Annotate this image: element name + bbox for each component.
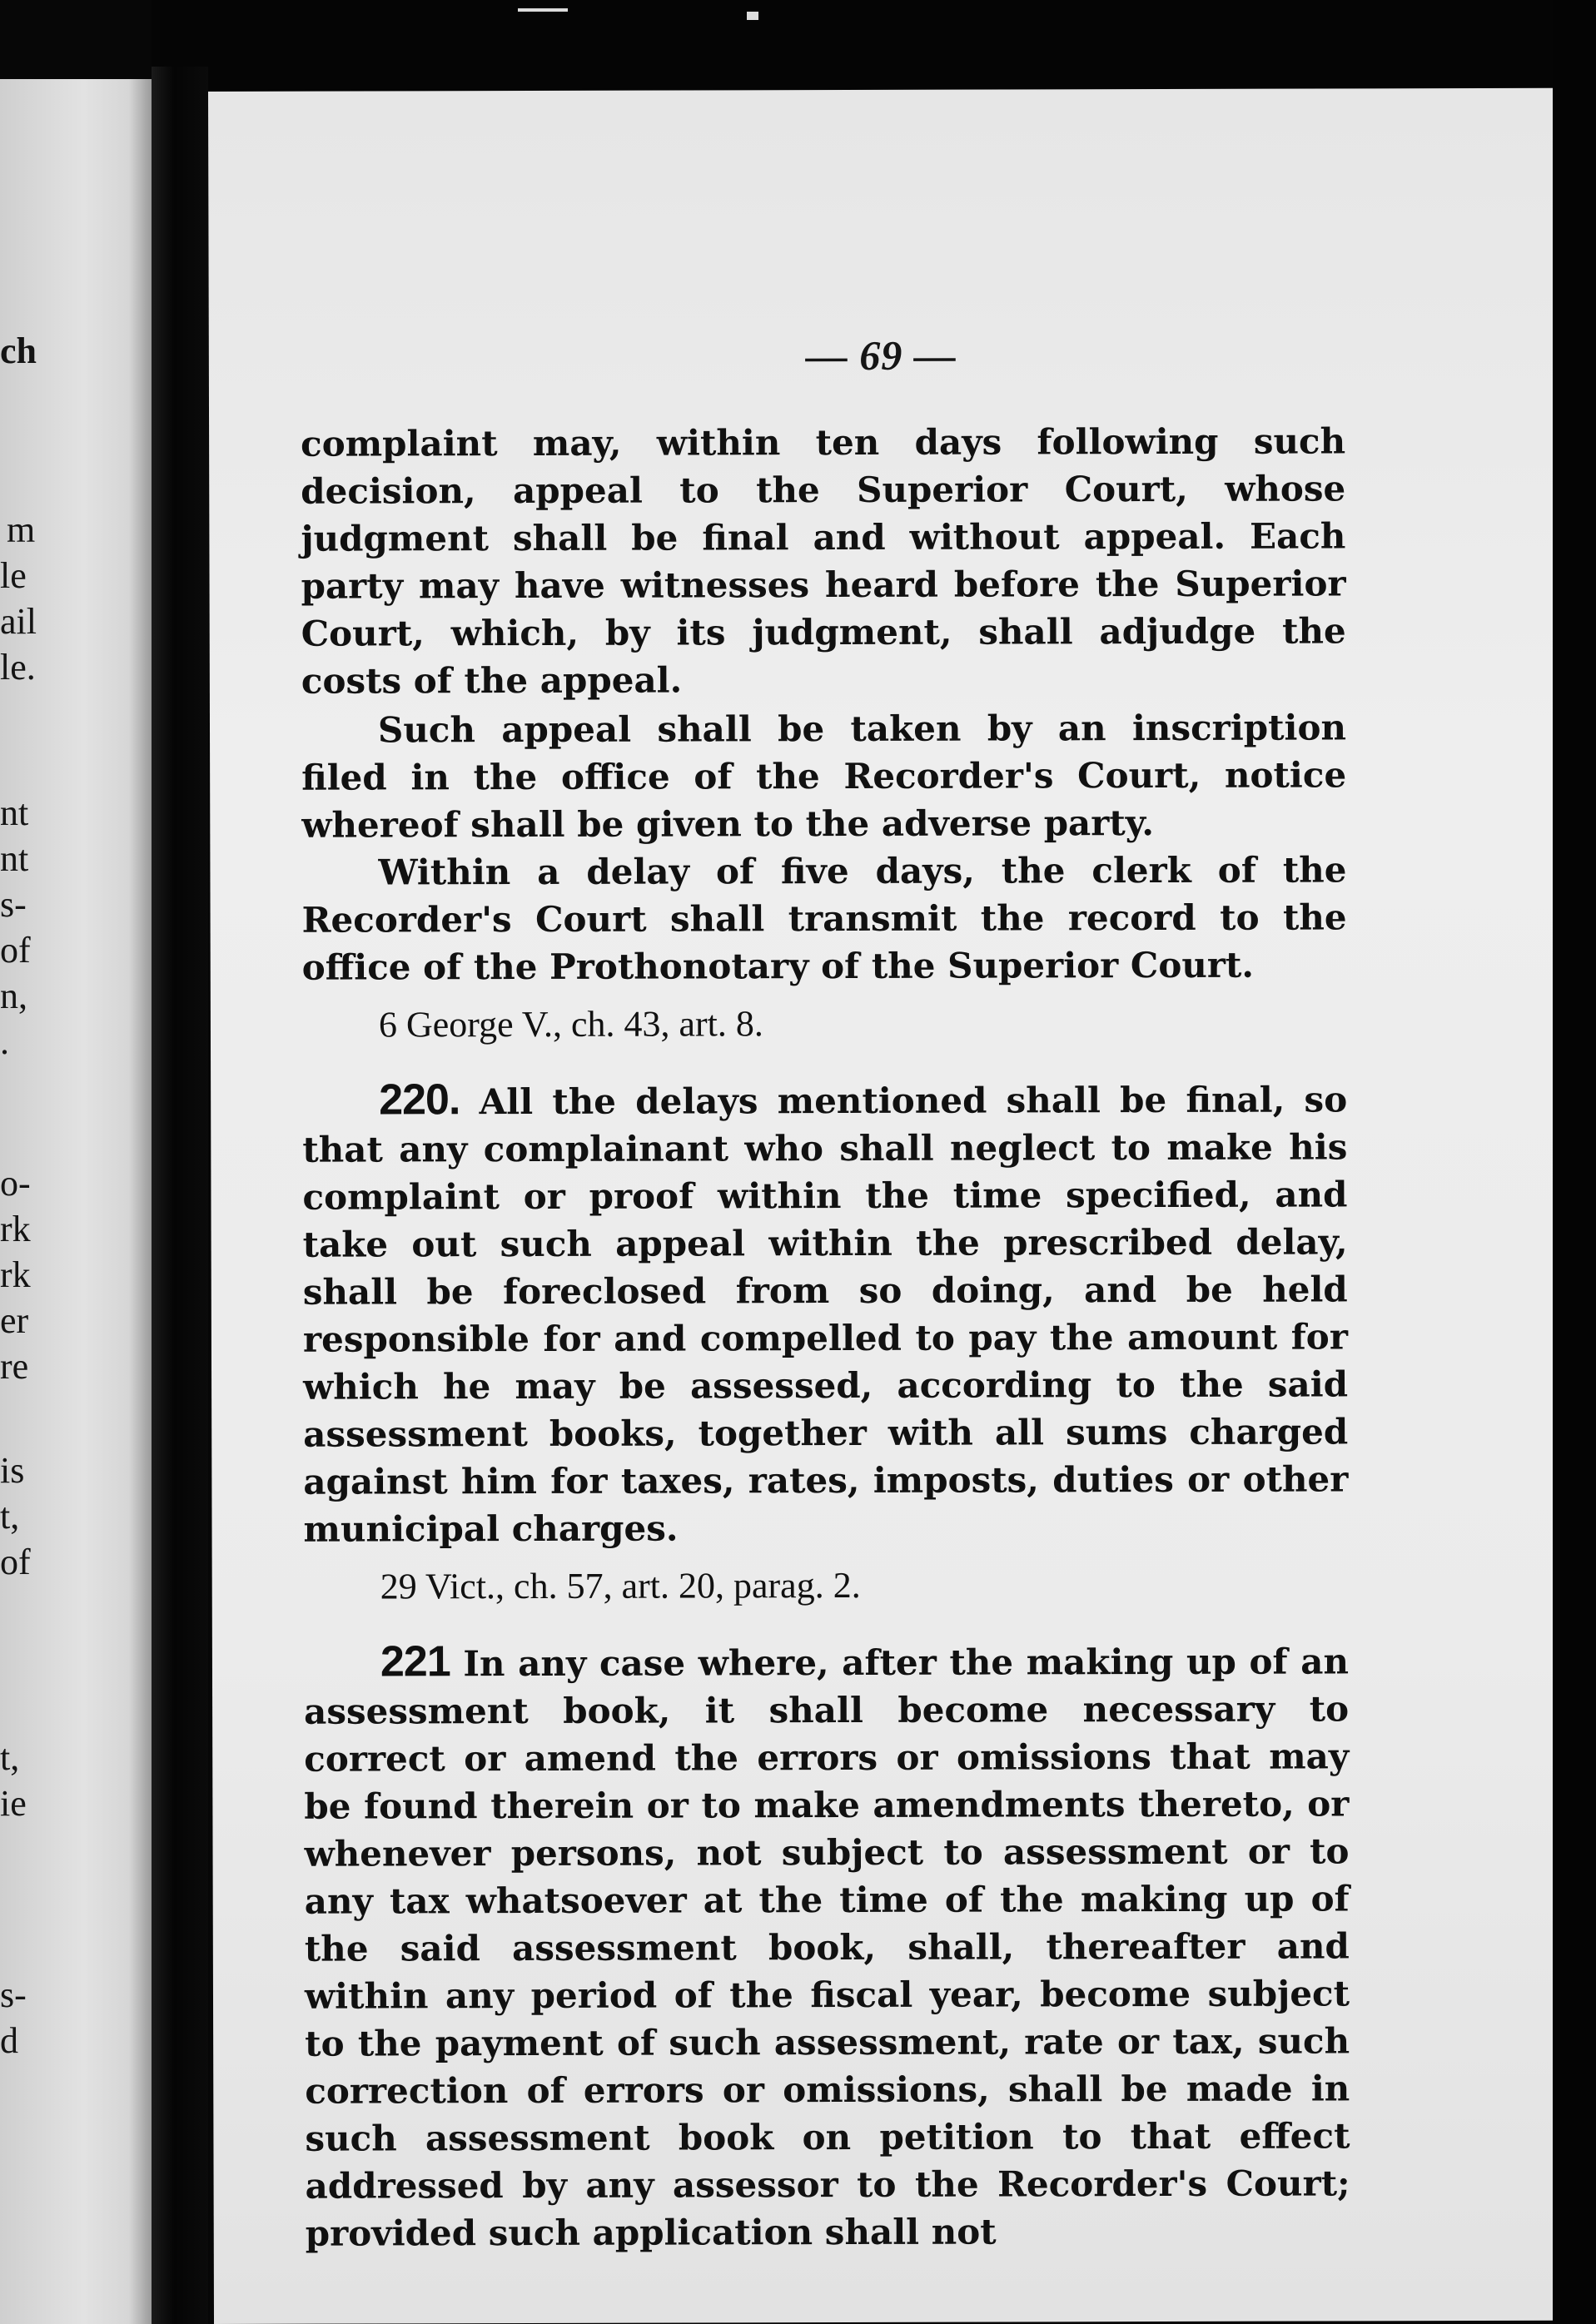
page-number: — 69 — <box>805 331 957 380</box>
left-page-fragment: . <box>0 1021 9 1062</box>
scan-speck <box>518 8 568 12</box>
section-text: All the delays mentioned shall be final, so that any complainant who shall neglect to make his complaint or proof within the time specified, and take out such appeal within the prescribed delay, shall be foreclosed from so doing, and be held responsible for and compelled to pay the amount for which he may be assessed, according to the said assessment books, together with all sums charged against him for taxes, rates, imposts, duties or other municipal charges. <box>302 1079 1349 1550</box>
scan-right-border <box>1553 0 1596 2324</box>
left-page-fragment: s- <box>0 1974 27 2015</box>
binding-gutter <box>152 67 208 2324</box>
page-body <box>301 417 1350 2257</box>
section-220-paragraph <box>302 1074 1348 1552</box>
left-page-fragment: er <box>0 1300 29 1341</box>
left-page-fragment: rk <box>0 1254 31 1295</box>
left-page-fragment: ail <box>0 601 37 642</box>
left-page-fragment: s- <box>0 884 27 925</box>
scan-top-border <box>152 0 1596 92</box>
section-number: 220. <box>379 1075 460 1125</box>
left-page-fragment: t, <box>0 1737 20 1778</box>
left-page-fragment: n, <box>0 976 27 1016</box>
left-page-fragment: nt <box>0 792 29 833</box>
paragraph-record-transmission: Within a delay of five days, the clerk of the Recorder's Court shall transmit the record to the office of the Prothonotary of the Superior Court. <box>301 849 1347 988</box>
left-page-fragment: d <box>0 2020 18 2061</box>
statute-citation: 29 Vict., ch. 57, art. 20, parag. 2. <box>380 1564 861 1607</box>
left-page-fragment: o- <box>0 1163 31 1204</box>
left-page-fragment: nt <box>0 838 29 879</box>
paragraph-continuation: complaint may, within ten days following such decision, appeal to the Superior Court, whose judgment shall be final and without appeal. Each party may have witnesses heard before the Superior Court, which, by its judgment, shall adjudge the costs of the appeal. <box>301 420 1346 702</box>
left-page-fragment: of <box>0 1542 31 1582</box>
section-221-paragraph <box>304 1636 1350 2257</box>
left-page-edge <box>0 79 152 2324</box>
scan-speck <box>747 12 758 20</box>
left-page-fragment: rk <box>0 1209 31 1249</box>
left-page-fragment: le. <box>0 647 36 688</box>
left-page-fragment: ie <box>0 1783 27 1824</box>
section-text: In any case where, after the making up of an assessment book, it shall become necessary to correct or amend the errors or omissions that may be found therein or to make amendments thereto, or whenever persons, not subject to assessment or to any tax whatsoever at the time of the making up of the said assessment book, shall, thereafter and within any period of the fiscal year, become subject to the payment of such assessment, rate or tax, such correction of errors or omissions, shall be made in such assessment book on petition to that effect addressed by any assessor to the Recorder's Court; provided such application shall not <box>304 1641 1350 2254</box>
left-page-fragment: re <box>0 1346 29 1387</box>
left-page-fragment: t, <box>0 1496 20 1537</box>
left-page-fragment: ch <box>0 330 37 371</box>
paragraph-appeal-inscription: Such appeal shall be taken by an inscription filed in the office of the Recorder's Court, notice whereof shall be given to the adverse party. <box>301 707 1347 846</box>
left-page-fragment: is <box>0 1450 25 1491</box>
left-page-fragment: le <box>0 555 27 596</box>
statute-citation: 6 George V., ch. 43, art. 8. <box>378 1003 763 1045</box>
left-page-fragment: m <box>7 509 36 550</box>
left-page-fragment: of <box>0 930 31 971</box>
section-number: 221 <box>380 1637 450 1686</box>
main-page <box>208 88 1559 2324</box>
